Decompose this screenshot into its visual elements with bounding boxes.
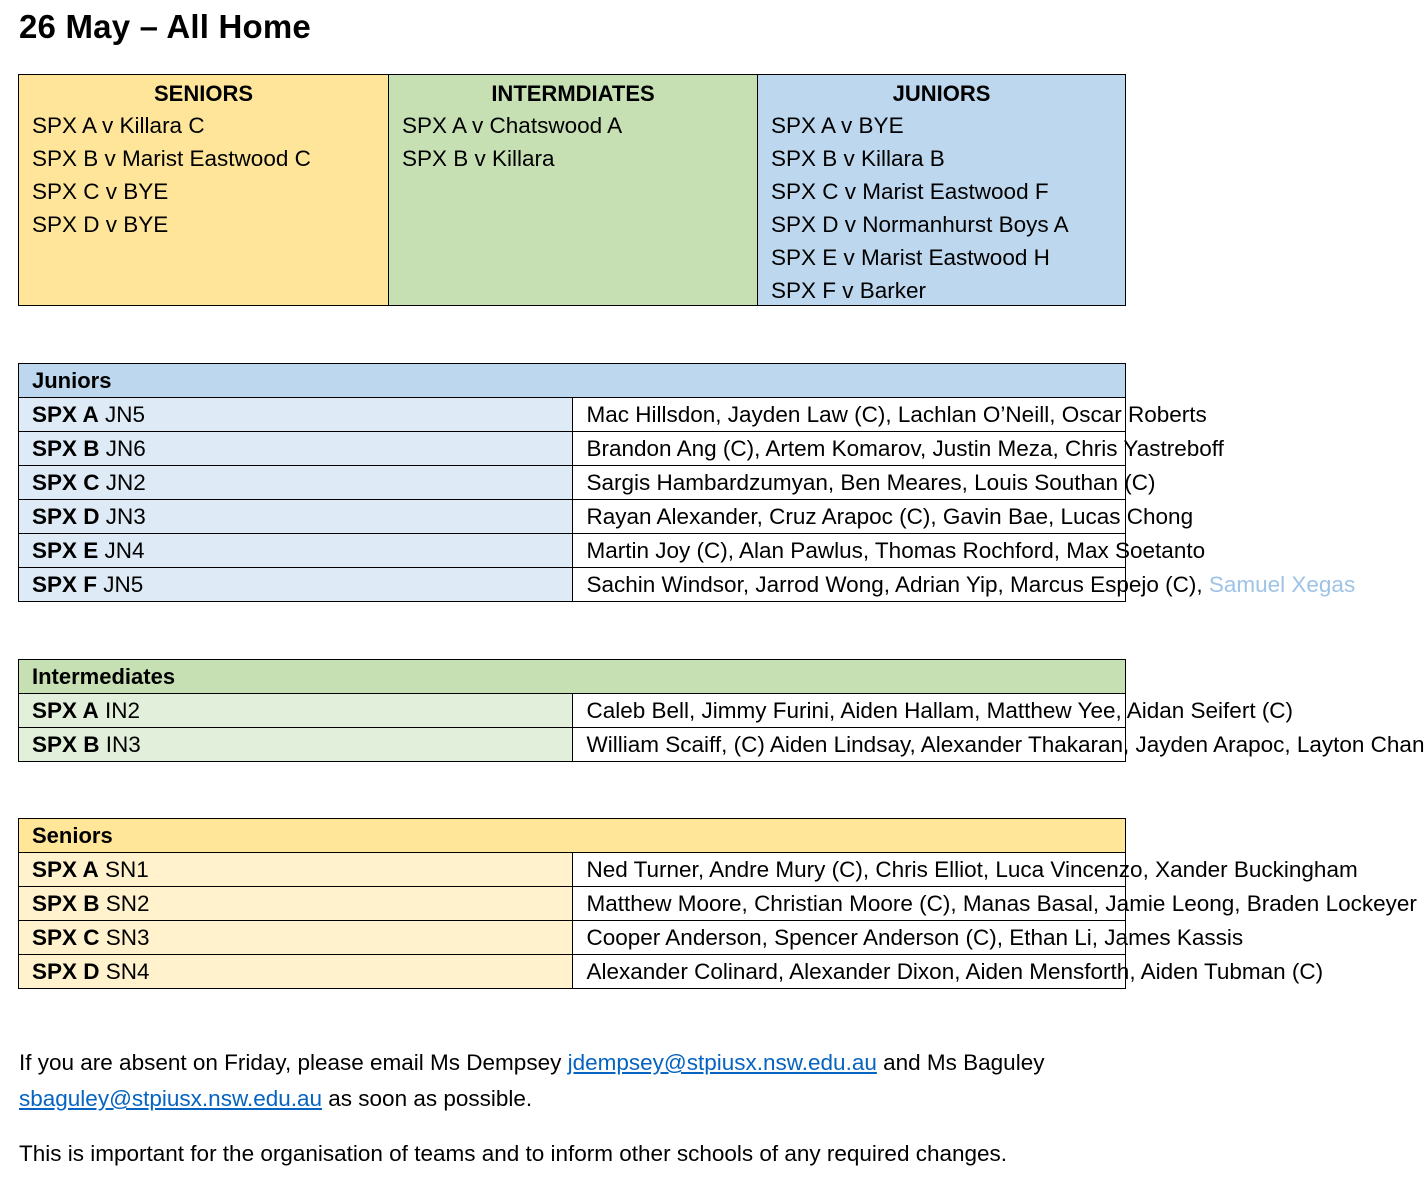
team-grade: SN1 [98,856,149,882]
table-row [19,398,1126,432]
team-players: William Scaiff, (C) Aiden Lindsay, Alexander Thakaran, Jayden Arapoc, Layton Chan [572,728,1126,762]
team-label [19,432,573,466]
intermediates-table-heading: Intermediates [19,660,1126,694]
team-players: Mac Hillsdon, Jayden Law (C), Lachlan O’Neill, Oscar Roberts [572,398,1126,432]
team-grade: JN2 [99,469,146,495]
team-players: Matthew Moore, Christian Moore (C), Manas Basal, Jamie Leong, Braden Lockeyer [572,887,1126,921]
page-title: 26 May – All Home [19,8,311,45]
team-label [19,887,573,921]
team-label [19,955,573,989]
team-label [19,853,573,887]
table-row [19,466,1126,500]
fixtures-intermediates-heading: INTERMDIATES [491,81,655,106]
team-players: Rayan Alexander, Cruz Arapoc (C), Gavin Bae, Lucas Chong [572,500,1126,534]
fixtures-table [18,74,1126,306]
table-row [19,432,1126,466]
team-label [19,694,573,728]
fixture-item: SPX C v BYE [32,179,169,204]
team-name: SPX B [32,435,100,461]
notice-text: If you are absent on Friday, please email Ms Dempsey [19,1050,568,1075]
team-name: SPX C [32,469,100,495]
team-name: SPX F [32,571,98,597]
players-list: Sachin Windsor, Jarrod Wong, Adrian Yip, Marcus Espejo (C), [586,571,1209,597]
table-row [19,955,1126,989]
team-players: Caleb Bell, Jimmy Furini, Aiden Hallam, Matthew Yee, Aidan Seifert (C) [572,694,1126,728]
table-row [19,534,1126,568]
team-grade: IN3 [99,731,141,757]
team-name: SPX C [32,924,100,950]
team-players [572,568,1356,602]
table-row [19,887,1126,921]
fixtures-seniors-heading: SENIORS [153,81,254,106]
team-grade: SN2 [99,890,150,916]
team-name: SPX D [32,958,100,984]
importance-notice: This is important for the organisation of teams and to inform other schools of any required changes. [19,1141,1008,1166]
juniors-team-table [18,363,1356,602]
fixture-item: SPX A v Killara C [32,113,205,138]
fixture-item: SPX D v Normanhurst Boys A [771,212,1069,237]
team-name: SPX B [32,731,100,757]
table-row [19,853,1126,887]
table-row [19,568,1126,602]
dempsey-email-link[interactable]: jdempsey@stpiusx.nsw.edu.au [567,1050,877,1075]
team-grade: SN3 [99,924,150,950]
intermediates-team-table [18,659,1424,762]
team-players: Ned Turner, Andre Mury (C), Chris Elliot, Luca Vincenzo, Xander Buckingham [572,853,1126,887]
team-grade: JN6 [99,435,146,461]
table-row [19,728,1126,762]
team-name: SPX A [32,401,99,427]
juniors-table-heading: Juniors [19,364,1126,398]
faded-player-name: Samuel Xegas [1208,571,1356,597]
fixture-item: SPX A v Chatswood A [402,113,623,138]
team-grade: JN4 [98,537,145,563]
fixtures-juniors-heading: JUNIORS [892,81,991,106]
seniors-team-table [18,818,1417,989]
fixture-item: SPX C v Marist Eastwood F [771,179,1049,204]
fixtures-juniors-column [757,75,1125,305]
team-players: Cooper Anderson, Spencer Anderson (C), Ethan Li, James Kassis [572,921,1126,955]
team-grade: IN2 [98,697,140,723]
fixtures-seniors-column [19,75,388,305]
fixture-item: SPX A v BYE [771,113,904,138]
team-name: SPX A [32,856,99,882]
fixture-item: SPX E v Marist Eastwood H [771,245,1050,270]
fixture-item: SPX F v Barker [771,278,927,303]
fixture-item: SPX B v Killara [402,146,555,171]
absence-notice [19,1045,1129,1117]
table-row [19,500,1126,534]
fixtures-intermediates-column [388,75,757,305]
team-label [19,500,573,534]
team-players: Martin Joy (C), Alan Pawlus, Thomas Rochford, Max Soetanto [572,534,1126,568]
team-label [19,534,573,568]
notice-text: and Ms Baguley [876,1050,1045,1075]
team-grade: JN5 [97,571,144,597]
team-label [19,568,573,602]
fixture-item: SPX D v BYE [32,212,169,237]
team-label [19,398,573,432]
fixture-item: SPX B v Killara B [771,146,945,171]
team-label [19,728,573,762]
team-name: SPX E [32,537,99,563]
team-label [19,921,573,955]
table-row [19,694,1126,728]
team-players: Alexander Colinard, Alexander Dixon, Aiden Mensforth, Aiden Tubman (C) [572,955,1126,989]
table-row [19,921,1126,955]
baguley-email-link[interactable]: sbaguley@stpiusx.nsw.edu.au [19,1086,323,1111]
team-grade: JN3 [99,503,146,529]
notice-text: as soon as possible. [322,1086,533,1111]
fixture-item: SPX B v Marist Eastwood C [32,146,311,171]
team-players: Brandon Ang (C), Artem Komarov, Justin Meza, Chris Yastreboff [572,432,1126,466]
team-label [19,466,573,500]
seniors-table-heading: Seniors [19,819,1126,853]
team-players: Sargis Hambardzumyan, Ben Meares, Louis Southan (C) [572,466,1126,500]
team-name: SPX D [32,503,100,529]
team-name: SPX A [32,697,99,723]
team-name: SPX B [32,890,100,916]
team-grade: JN5 [98,401,145,427]
team-grade: SN4 [99,958,150,984]
